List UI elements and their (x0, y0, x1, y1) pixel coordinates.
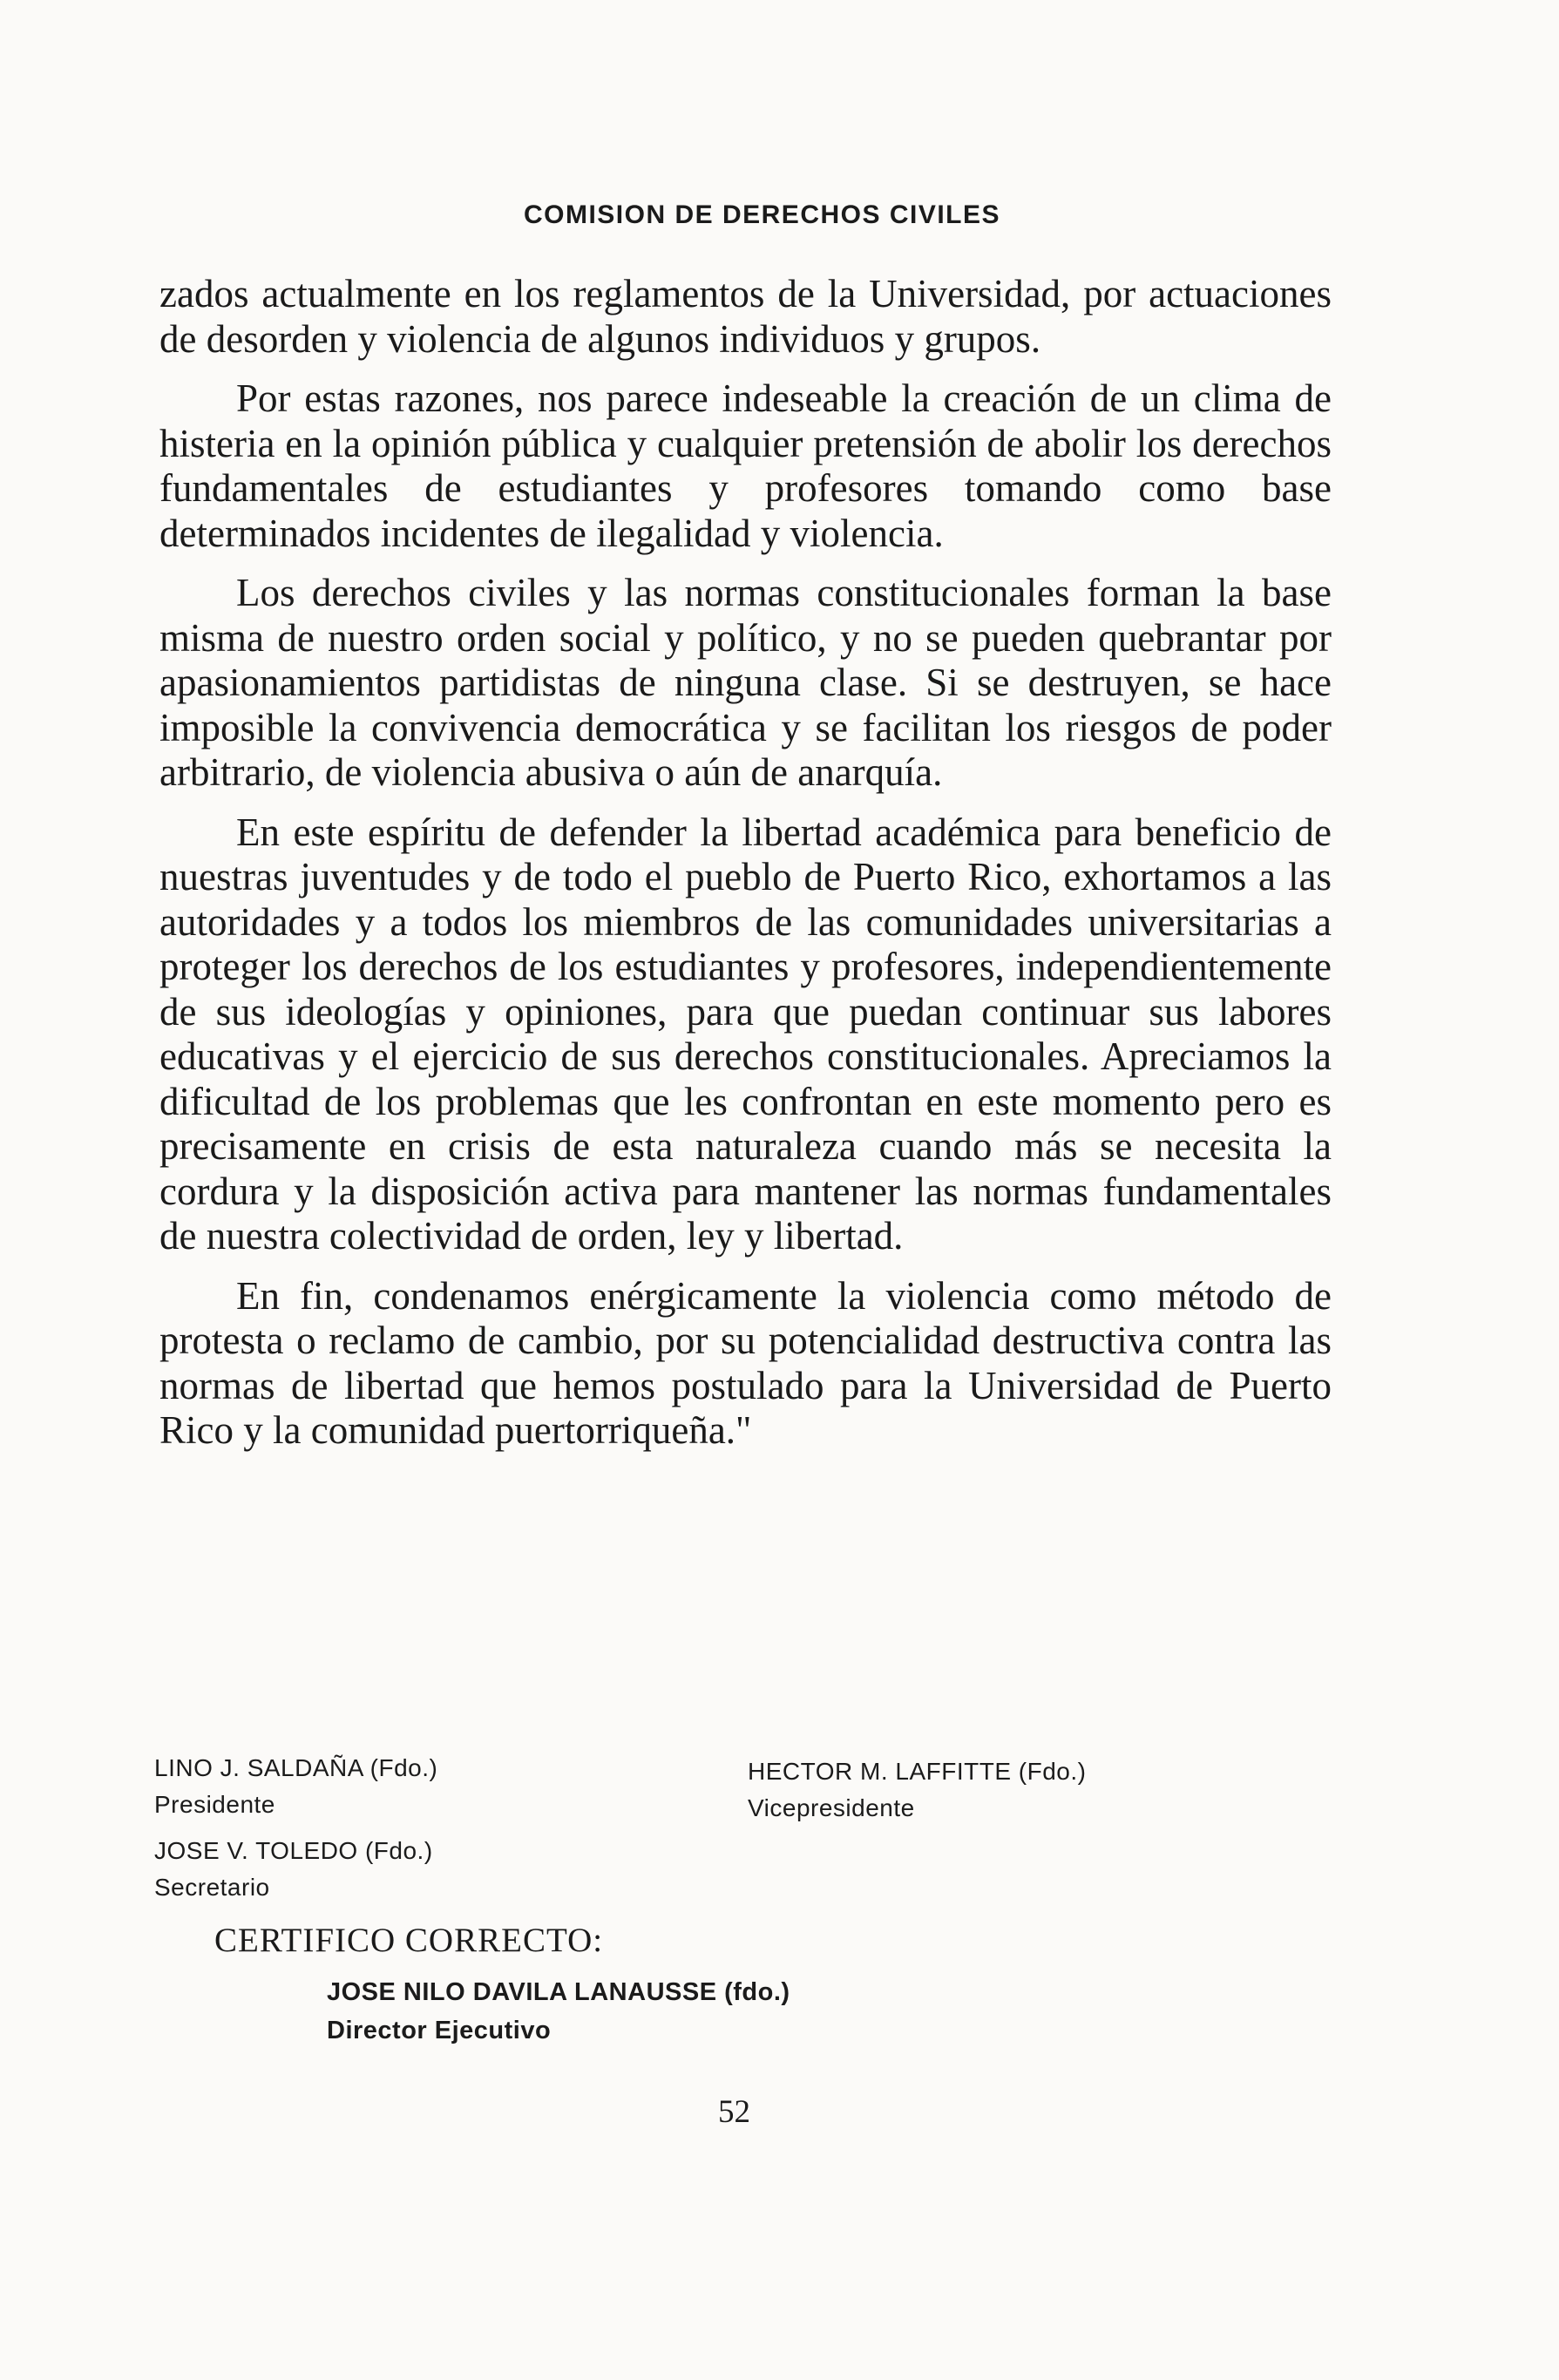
paragraph-2: Por estas razones, nos parece indeseable la creación de un clima de histeria en la opinión pública y cualquier pretensión de abolir los derechos fundamentales de estudiantes y profesores tomando como base determinados incidentes de ilegalidad y violencia. (159, 376, 1332, 555)
signature-president (154, 1750, 437, 1823)
paragraph-4: En este espíritu de defender la libertad académica para beneficio de nuestras juventudes y de todo el pueblo de Puerto Rico, exhortamos a las autoridades y a todos los miembros de las comunidades universitarias a proteger los derechos de los estudiantes y profesores, independientemente de sus ideologías y opiniones, para que puedan continuar sus labores educativas y el ejercicio de sus derechos constitucionales. Apreciamos la dificultad de los problemas que les confrontan en este momento pero es precisamente en crisis de esta naturaleza cuando más se necesita la cordura y la disposición activa para mantener las normas fundamentales de nuestra colectividad de orden, ley y libertad. (159, 810, 1332, 1258)
running-header: COMISION DE DERECHOS CIVILES (523, 200, 1001, 229)
signatory-role: Secretario (154, 1874, 270, 1901)
paragraph-3: Los derechos civiles y las normas constitucionales forman la base misma de nuestro orden social y político, y no se pueden quebrantar por apasionamientos partidistas de ninguna clase. Si se destruyen, se hace imposible la convivencia democrática y se facilitan los riesgos de poder arbitrario, de violencia abusiva o aún de anarquía. (159, 571, 1332, 794)
director-role: Director Ejecutivo (327, 2017, 552, 2044)
paragraph-1: zados actualmente en los reglamentos de la Universidad, por actuaciones de desorden y violencia de algunos individuos y grupos. (159, 272, 1332, 361)
certification-signature (327, 1973, 790, 2050)
signatory-name: HECTOR M. LAFFITTE (Fdo.) (748, 1758, 1087, 1785)
page-number: 52 (718, 2094, 750, 2130)
signatory-name: LINO J. SALDAÑA (Fdo.) (154, 1754, 438, 1781)
director-name: JOSE NILO DAVILA LANAUSSE (fdo.) (327, 1978, 790, 2006)
signatory-name: JOSE V. TOLEDO (Fdo.) (154, 1837, 433, 1864)
signatory-role: Vicepresidente (748, 1794, 915, 1821)
certification-label: CERTIFICO CORRECTO: (214, 1922, 604, 1959)
signatory-role: Presidente (154, 1791, 275, 1818)
signature-secretary (154, 1833, 433, 1906)
paragraph-5: En fin, condenamos enérgicamente la violencia como método de protesta o reclamo de cambio, por su potencialidad destructiva contra las normas de libertad que hemos postulado para la Universidad de Puerto Rico y la comunidad puertorriqueña." (159, 1273, 1332, 1452)
signature-vicepresident (748, 1753, 1086, 1827)
body-text (159, 272, 1332, 1468)
